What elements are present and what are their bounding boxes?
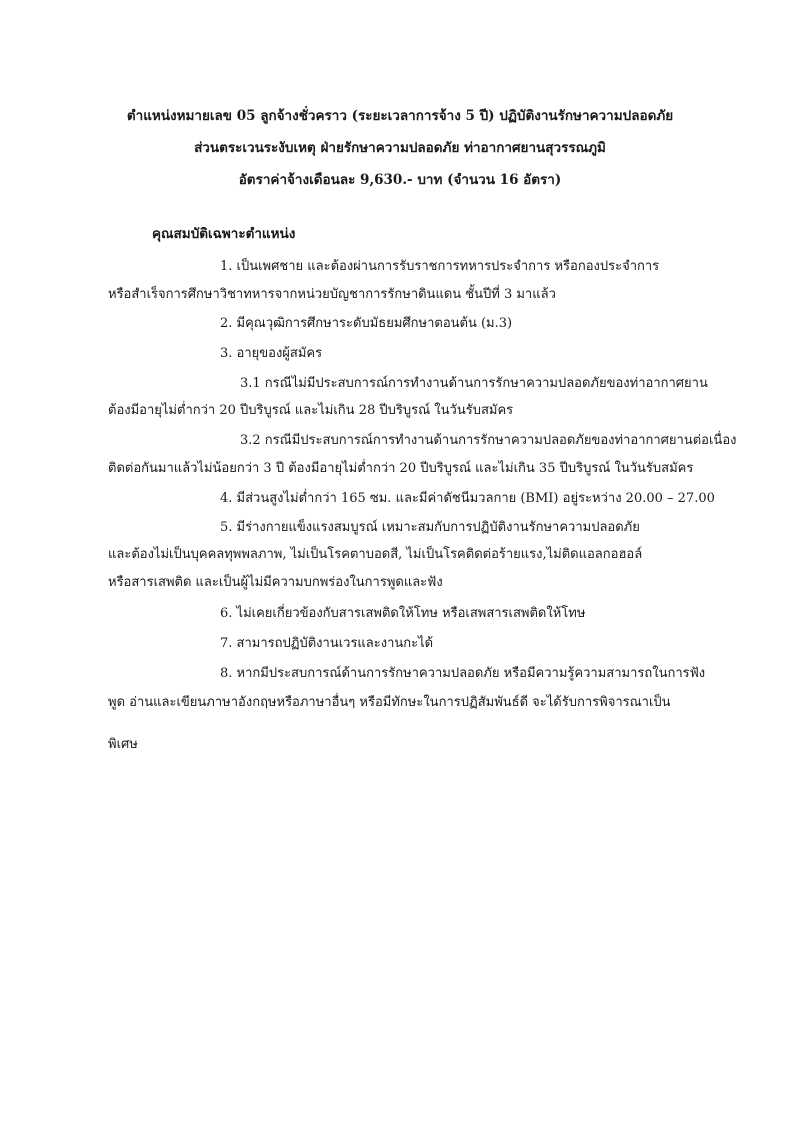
qualification-5: 5. มีร่างกายแข็งแรงสมบูรณ์ เหมาะสมกับการปฏิบัติงานรักษาความปลอดภัย — [220, 520, 640, 535]
qualification-3-2: 3.2 กรณีมีประสบการณ์การทำงานด้านการรักษาความปลอดภัยของท่าอากาศยานต่อเนื่อง — [240, 433, 737, 448]
qualification-1: 1. เป็นเพศชาย และต้องผ่านการรับราชการทหารประจำการ หรือกองประจำการ — [220, 259, 660, 274]
section-heading: คุณสมบัติเฉพาะตำแหน่ง — [152, 226, 296, 242]
qualification-2: 2. มีคุณวุฒิการศึกษาระดับมัธยมศึกษาตอนต้น (ม.3) — [220, 316, 513, 331]
qualification-5-continued-1: และต้องไม่เป็นบุคคลทุพพลภาพ, ไม่เป็นโรคตาบอดสี, ไม่เป็นโรคติดต่อร้ายแรง,ไม่ติดแอลกอฮอล์ — [108, 547, 643, 562]
qualification-3-1-continued: ต้องมีอายุไม่ต่ำกว่า 20 ปีบริบูรณ์ และไม่เกิน 28 ปีบริบูรณ์ ในวันรับสมัคร — [108, 403, 514, 418]
qualification-3: 3. อายุของผู้สมัคร — [220, 346, 323, 361]
qualification-5-continued-2: หรือสารเสพติด และเป็นผู้ไม่มีความบกพร่องในการพูดและฟัง — [108, 575, 443, 590]
qualification-6: 6. ไม่เคยเกี่ยวข้องกับสารเสพติดให้โทษ หรือเสพสารเสพติดให้โทษ — [220, 606, 586, 621]
qualification-8-continued-1: พูด อ่านและเขียนภาษาอังกฤษหรือภาษาอื่นๆ หรือมีทักษะในการปฏิสัมพันธ์ดี จะได้รับการพิจารณาเป็น — [108, 695, 671, 710]
qualification-1-continued: หรือสำเร็จการศึกษาวิชาทหารจากหน่วยบัญชาการรักษาดินแดน ชั้นปีที่ 3 มาแล้ว — [108, 287, 556, 302]
qualification-3-2-continued: ติดต่อกันมาแล้วไม่น้อยกว่า 3 ปี ต้องมีอายุไม่ต่ำกว่า 20 ปีบริบูรณ์ และไม่เกิน 35 ปีบริบูรณ์ ในวันรับสมัคร — [108, 461, 694, 476]
document-title — [0, 100, 800, 196]
title-line-salary: อัตราค่าจ้างเดือนละ 9,630.- บาท (จำนวน 16 อัตรา) — [238, 172, 562, 188]
title-line-position: ตำแหน่งหมายเลข 05 ลูกจ้างชั่วคราว (ระยะเวลาการจ้าง 5 ปี) ปฏิบัติงานรักษาความปลอดภัย — [126, 108, 674, 124]
qualification-3-1: 3.1 กรณีไม่มีประสบการณ์การทำงานด้านการรักษาความปลอดภัยของท่าอากาศยาน — [240, 376, 708, 391]
qualification-8-continued-2: พิเศษ — [108, 737, 138, 752]
qualification-4: 4. มีส่วนสูงไม่ต่ำกว่า 165 ซม. และมีค่าดัชนีมวลกาย (BMI) อยู่ระหว่าง 20.00 – 27.00 — [220, 491, 715, 506]
title-line-division: ส่วนตระเวนระงับเหตุ ฝ่ายรักษาความปลอดภัย ท่าอากาศยานสุวรรณภูมิ — [194, 140, 606, 156]
qualification-8: 8. หากมีประสบการณ์ด้านการรักษาความปลอดภัย หรือมีความรู้ความสามารถในการฟัง — [220, 666, 706, 681]
qualification-7: 7. สามารถปฏิบัติงานเวรและงานกะได้ — [220, 636, 434, 651]
